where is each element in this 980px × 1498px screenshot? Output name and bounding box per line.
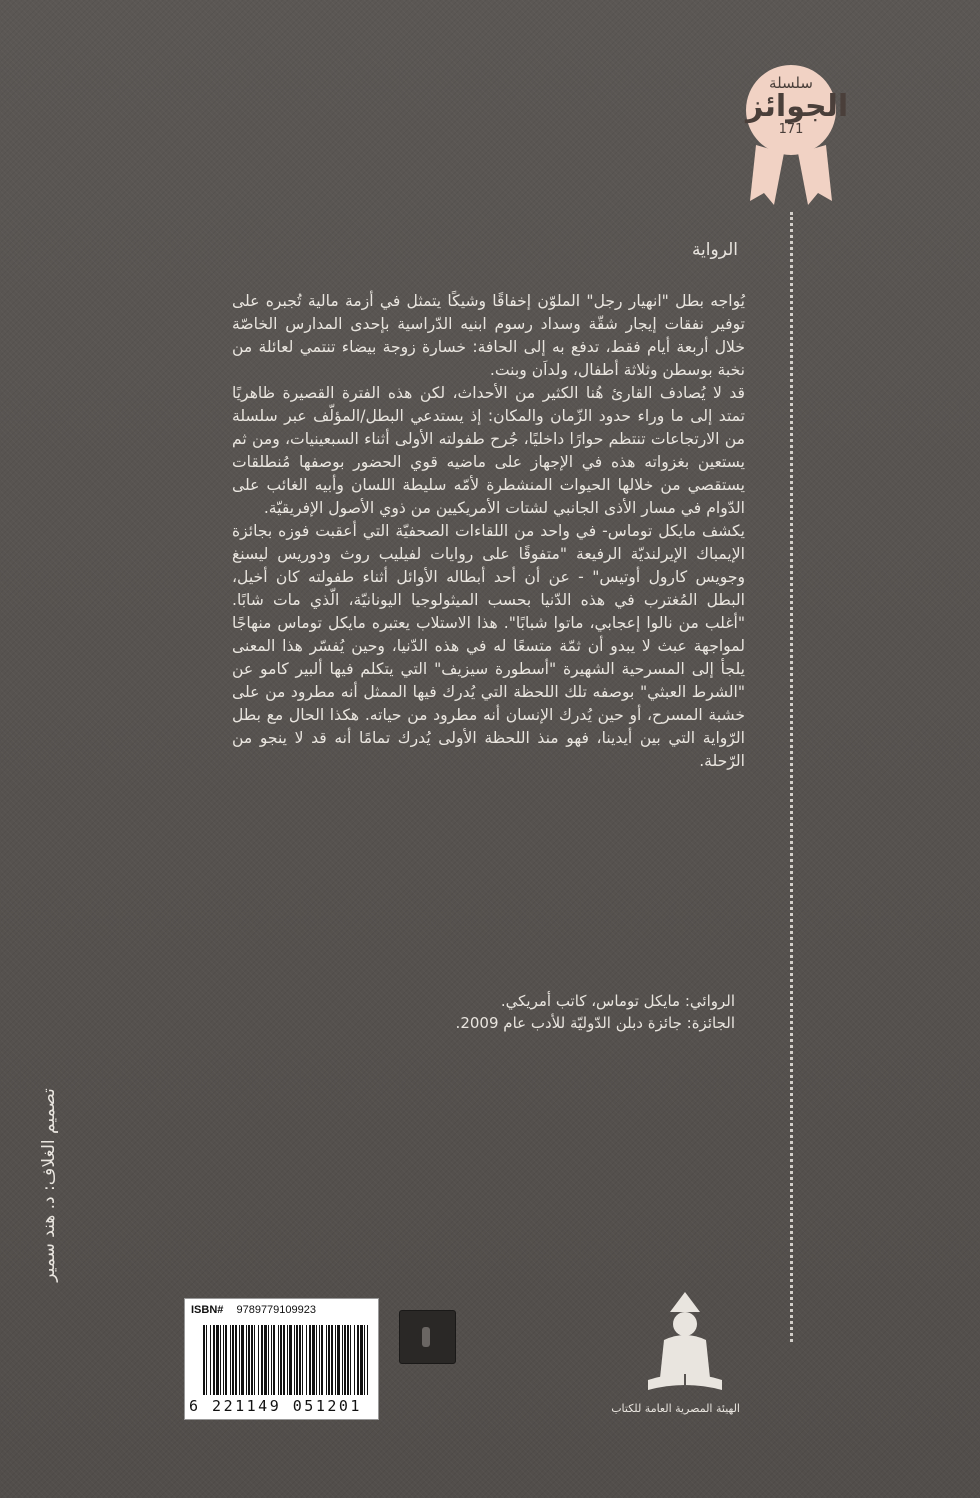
genre-label: الرواية [691, 240, 738, 260]
series-number: 171 [778, 122, 804, 137]
ean-digits: 6 221149 051201 [189, 1397, 362, 1415]
barcode-sticker [184, 1298, 379, 1420]
series-badge [736, 65, 849, 215]
isbn-number: 9789779109923 [236, 1304, 316, 1316]
cover-design-text: تصميم الغلاف: د. هند سمير [39, 1088, 59, 1282]
series-name: الجوائز [746, 89, 849, 124]
price-sticker [399, 1310, 456, 1364]
barcode-icon [203, 1325, 368, 1395]
ribbon-icon [736, 135, 846, 215]
cover-design-credit [38, 1040, 60, 1330]
novelist-note: الروائي: مايكل توماس، كاتب أمريكي. [500, 992, 735, 1010]
book-notes [215, 990, 735, 1034]
prize-note: الجائزة: جائزة دبلن الدّوليّة للأدب عام 2009. [455, 1014, 735, 1032]
reader-logo-icon [640, 1290, 730, 1400]
publisher-name: الهيئة المصرية العامة للكتاب [611, 1402, 740, 1415]
series-label: سلسلة [769, 74, 813, 92]
blurb-paragraph: قد لا يُصادف القارئ هُنا الكثير من الأحداث، لكن هذه الفترة القصيرة ظاهريًا تمتد إلى ما وراء حدود الزّمان والمكان: إذ يستدعي البطل/المؤلّف عبر سلسلة من الارتجاعات تنتظم حوارًا داخليًا، جُرح طفولته الأولى أثناء السبعينيات، ومن ثم يستعين بغزواته هذه في الإجهاز على ماضيه قوي الحضور بوصفها مُنطلقات يستقصي من خلالها الحيوات المنشطرة لأمّه سليطة اللسان وأبيه الغائب على الدّوام في مسار الأذى الجانبي لشتات الأمريكيين من ذوي الأصول الإفريقيّة. [232, 384, 745, 517]
blurb-paragraph: يُواجه بطل "انهيار رجل" الملوّن إخفاقًا وشيكًا يتمثل في أزمة مالية تُجبره على توفير نفقات إيجار شقّة وسداد رسوم ابنيه الدّراسية بإحدى المدارس الخاصّة خلال أربعة أيام فقط، تدفع به إلى الحافة: خسارة زوجة بيضاء تنتمي لعائلة من نخبة بوسطن وثلاثة أطفال، ولداَن وبنت. [232, 292, 745, 379]
blurb-paragraph: يكشف مايكل توماس- في واحد من اللقاءات الصحفيّة التي أعقبت فوزه بجائزة الإيمباك الإيرلنديّة الرفيعة "متفوقًا على روايات لفيليب روث ودوريس ليسنغ وجويس كارول أوتيس" - عن أن أحد أبطاله الأوائل أثناء طفولته كان أخيل، البطل المُغترب في هذه الدّنيا بحسب الميثولوجيا اليونانيّة، الّذي مات شابًا. "أغلب من نالوا إعجابي، ماتوا شبابًا". هذا الاستلاب يعتبره مايكل توماس منهاجًا لمواجهة عبث لا يبدو أن ثمّة متسعًا له في هذه الدّنيا، وحين يُفسّر هذا المعنى يلجأ إلى المسرحية الشهيرة "أسطورة سيزيف" التي يتكلم فيها ألبير كامو عن "الشرط العبثي" بوصفه تلك اللحظة التي يُدرك فيها الممثل أنه مطرود من على خشبة المسرح، أو حين يُدرك الإنسان أنه مطرود من حياته. هكذا الحال مع بطل الرّواية التي بين أيدينا، فهو منذ اللحظة الأولى يُدرك تمامًا أنه قد لا ينجو من الرّحلة. [232, 522, 745, 770]
blurb [232, 290, 745, 773]
isbn-row [191, 1304, 316, 1316]
publisher-logo [611, 1290, 740, 1440]
isbn-label: ISBN# [191, 1304, 224, 1316]
dotted-divider [790, 212, 793, 1342]
